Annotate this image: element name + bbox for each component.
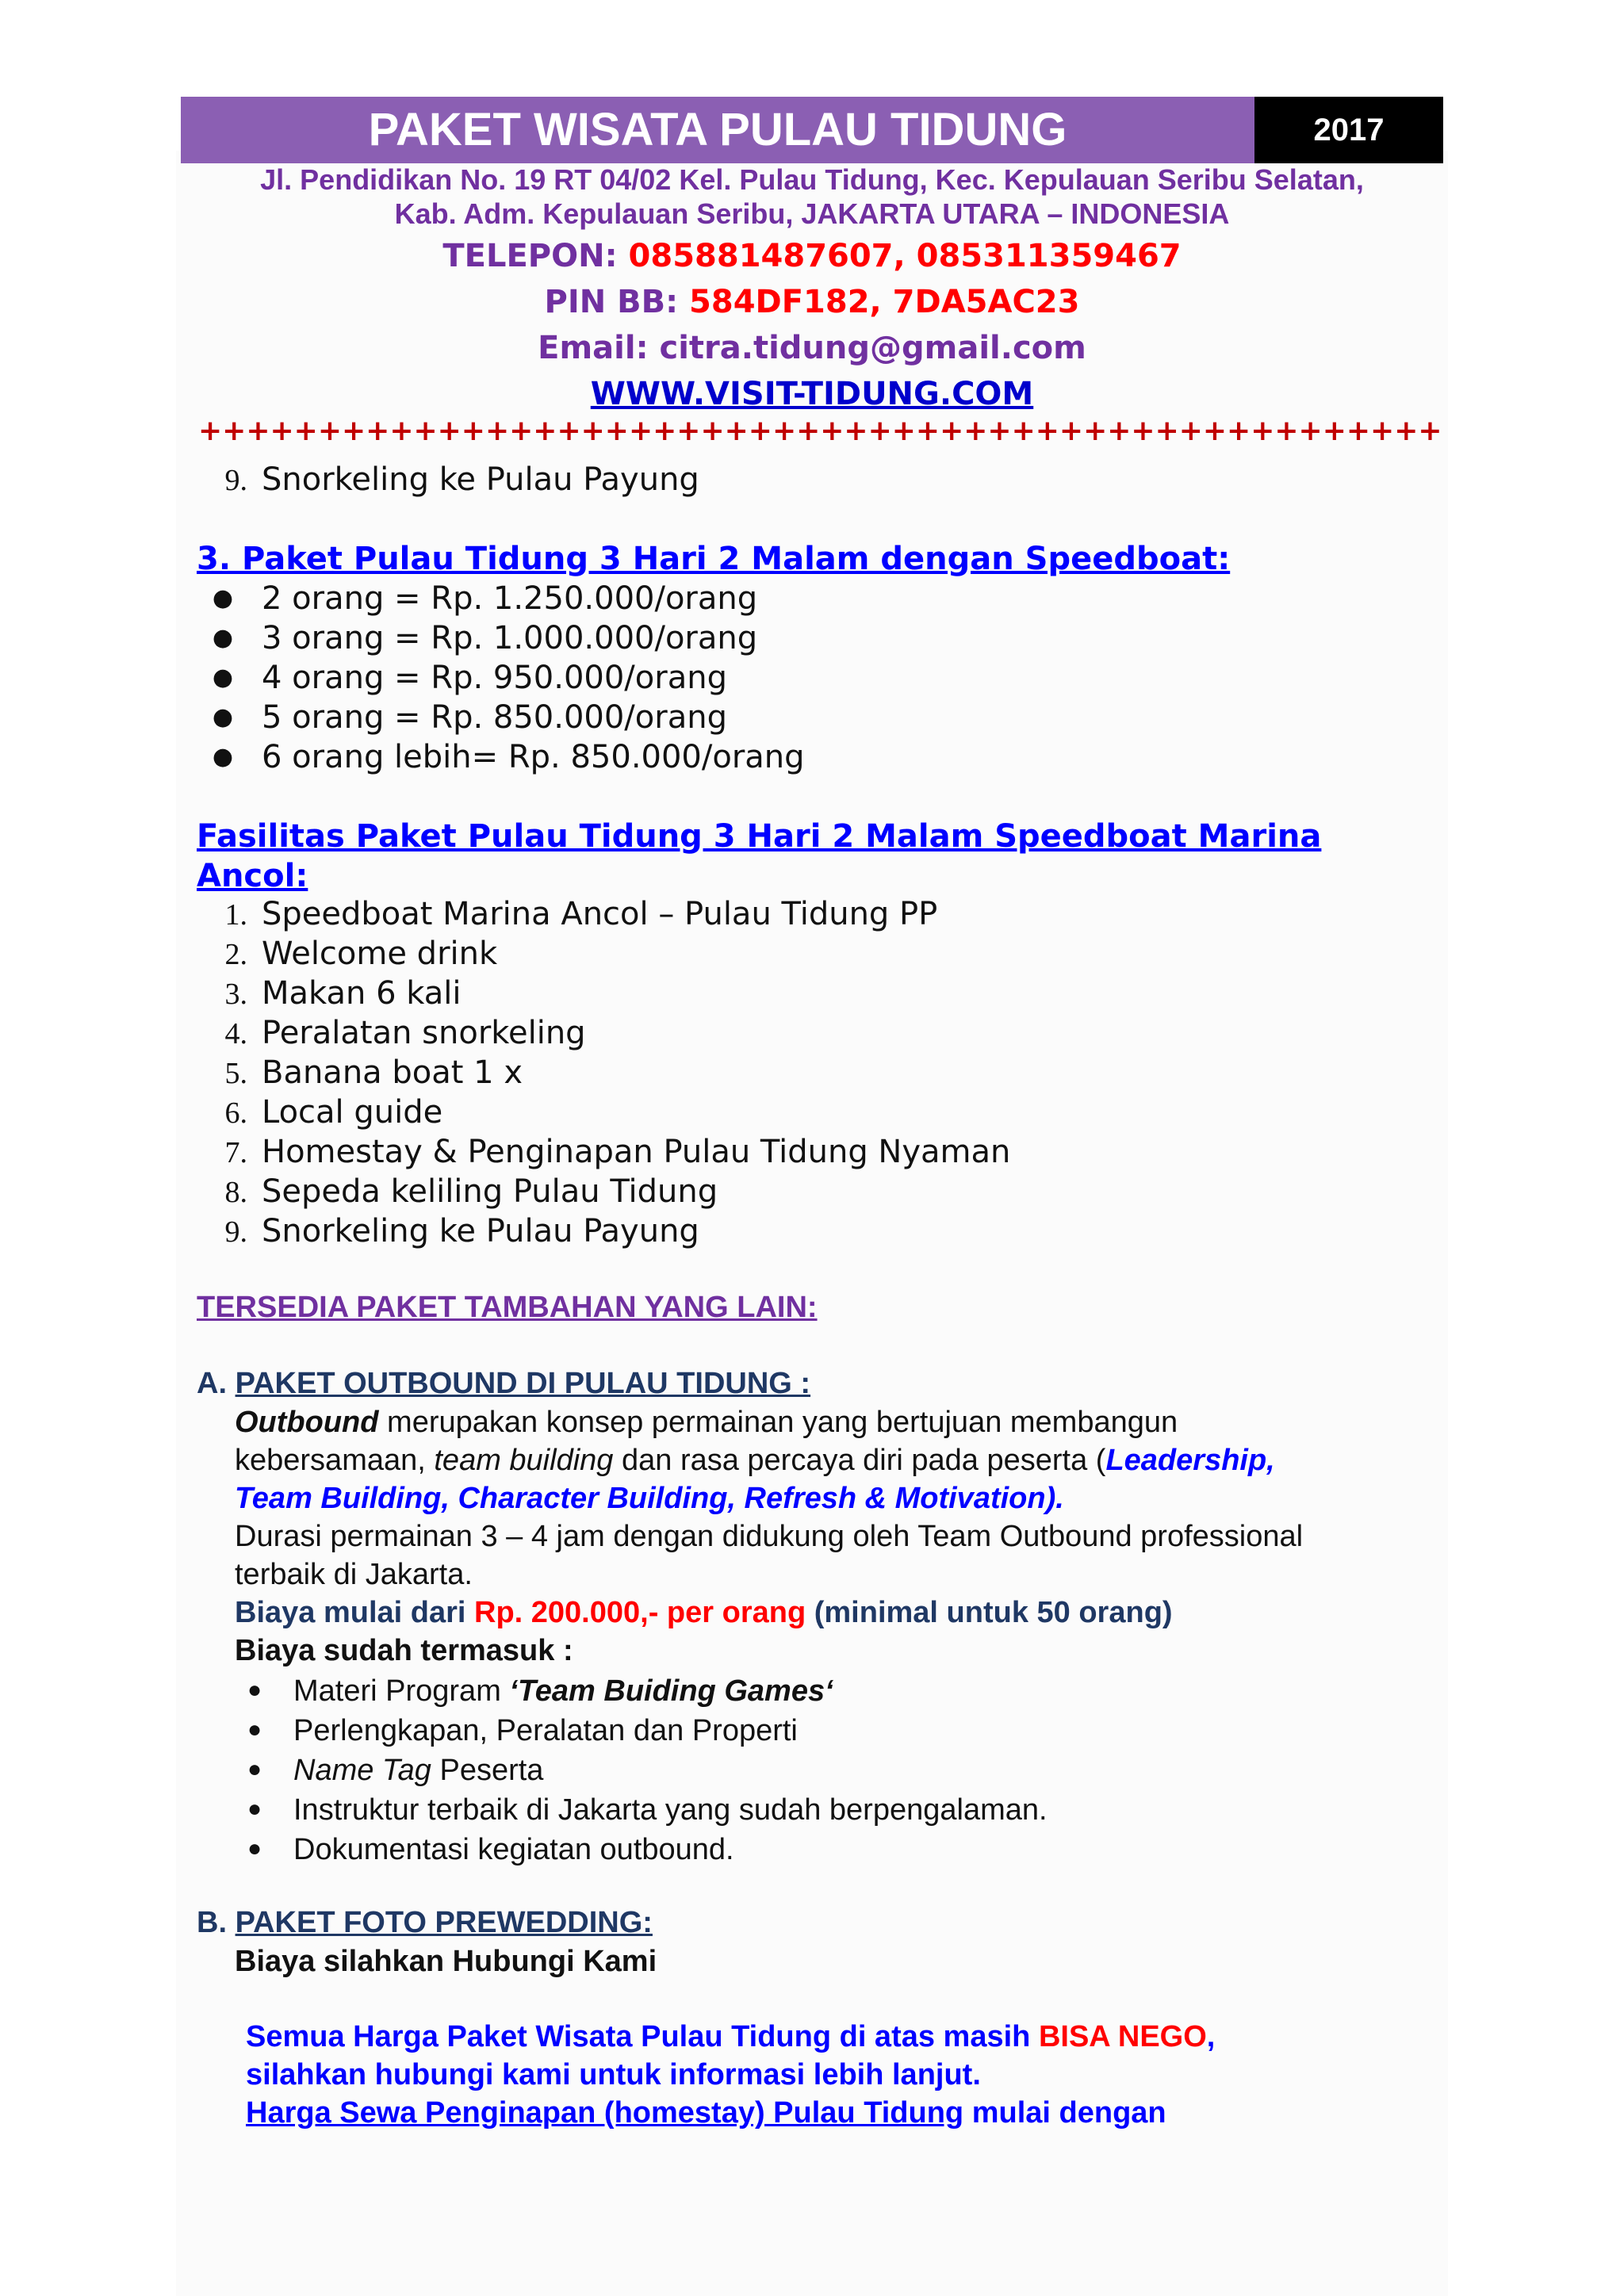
outbound-paragraph-line: Durasi permainan 3 – 4 jam dengan didukung oleh Team Outbound professional xyxy=(235,1520,1304,1553)
pin-label: PIN BB: xyxy=(544,284,679,320)
includes-item: ● Dokumentasi kegiatan outbound. xyxy=(247,1833,734,1866)
extra-packages-heading: TERSEDIA PAKET TAMBAHAN YANG LAIN: xyxy=(197,1291,818,1324)
outbound-heading: A. PAKET OUTBOUND DI PULAU TIDUNG : xyxy=(197,1367,811,1400)
facilities-heading-line-2: Ancol: xyxy=(197,858,308,894)
header-band xyxy=(181,97,1443,163)
year-badge: 2017 xyxy=(1254,97,1443,163)
outbound-paragraph-line: Outbound merupakan konsep permainan yang bertujuan membangun xyxy=(235,1406,1178,1439)
phone-label: TELEPON: xyxy=(442,238,618,274)
homestay-note: Harga Sewa Penginapan (homestay) Pulau Tidung mulai dengan xyxy=(246,2096,1166,2130)
separator-plus-row: ++++++++++++++++++++++++++++++++++++++++++++++++++++ xyxy=(198,415,1442,447)
price-item: ● 4 orang = Rp. 950.000/orang xyxy=(212,660,727,696)
facility-item: 2. Welcome drink xyxy=(224,936,498,972)
outbound-includes-label: Biaya sudah termasuk : xyxy=(235,1634,573,1667)
price-item: ● 3 orang = Rp. 1.000.000/orang xyxy=(212,620,758,656)
list-item: 9. Snorkeling ke Pulau Payung xyxy=(224,461,699,498)
facility-item: 1. Speedboat Marina Ancol – Pulau Tidung PP xyxy=(224,896,938,932)
includes-item: ● Name Tag Peserta xyxy=(247,1754,544,1787)
phone-line xyxy=(181,236,1443,276)
pin-values: 584DF182, 7DA5AC23 xyxy=(689,284,1080,320)
facility-item: 8. Sepeda keliling Pulau Tidung xyxy=(224,1173,718,1210)
facility-item: 3. Makan 6 kali xyxy=(224,975,462,1012)
includes-item: ● Perlengkapan, Peralatan dan Properti xyxy=(247,1714,798,1747)
facility-item: 6. Local guide xyxy=(224,1094,443,1131)
facility-item: 4. Peralatan snorkeling xyxy=(224,1015,586,1051)
website-link[interactable]: WWW.VISIT-TIDUNG.COM xyxy=(590,376,1034,412)
website-line xyxy=(181,374,1443,414)
email-line: Email: citra.tidung@gmail.com xyxy=(538,330,1086,366)
address-line-2: Kab. Adm. Kepulauan Seribu, JAKARTA UTARA – INDONESIA xyxy=(394,197,1230,230)
includes-item: ● Materi Program ‘Team Buiding Games‘ xyxy=(247,1674,833,1708)
facility-item: 9. Snorkeling ke Pulau Payung xyxy=(224,1213,699,1249)
price-item: ● 5 orang = Rp. 850.000/orang xyxy=(212,699,727,736)
negotiable-note: Semua Harga Paket Wisata Pulau Tidung di atas masih BISA NEGO, xyxy=(246,2020,1216,2053)
price-item: ● 2 orang = Rp. 1.250.000/orang xyxy=(212,580,758,617)
phone-numbers: 085881487607, 085311359467 xyxy=(628,238,1182,274)
page-title: PAKET WISATA PULAU TIDUNG xyxy=(181,97,1254,163)
outbound-paragraph-line: terbaik di Jakarta. xyxy=(235,1558,473,1591)
prewedding-cost: Biaya silahkan Hubungi Kami xyxy=(235,1945,657,1978)
price-item: ● 6 orang lebih= Rp. 850.000/orang xyxy=(212,739,805,775)
homestay-link[interactable]: Harga Sewa Penginapan (homestay) Pulau Tidung xyxy=(246,2096,964,2130)
facility-item: 5. Banana boat 1 x xyxy=(224,1054,523,1091)
contact-note: silahkan hubungi kami untuk informasi lebih lanjut. xyxy=(246,2058,981,2091)
pin-line xyxy=(181,282,1443,322)
outbound-paragraph-line: Team Building, Character Building, Refresh & Motivation). xyxy=(235,1482,1064,1515)
prewedding-heading: B. PAKET FOTO PREWEDDING: xyxy=(197,1906,653,1939)
facilities-heading-line-1: Fasilitas Paket Pulau Tidung 3 Hari 2 Malam Speedboat Marina xyxy=(197,818,1322,855)
outbound-paragraph-line: kebersamaan, team building dan rasa percaya diri pada peserta (Leadership, xyxy=(235,1444,1275,1477)
includes-item: ● Instruktur terbaik di Jakarta yang sudah berpengalaman. xyxy=(247,1793,1048,1827)
address-line-1: Jl. Pendidikan No. 19 RT 04/02 Kel. Pulau Tidung, Kec. Kepulauan Seribu Selatan, xyxy=(260,163,1364,196)
outbound-cost: Biaya mulai dari Rp. 200.000,- per orang (minimal untuk 50 orang) xyxy=(235,1596,1173,1629)
facility-item: 7. Homestay & Penginapan Pulau Tidung Nyaman xyxy=(224,1134,1011,1170)
package-3-heading: 3. Paket Pulau Tidung 3 Hari 2 Malam dengan Speedboat: xyxy=(197,541,1231,577)
